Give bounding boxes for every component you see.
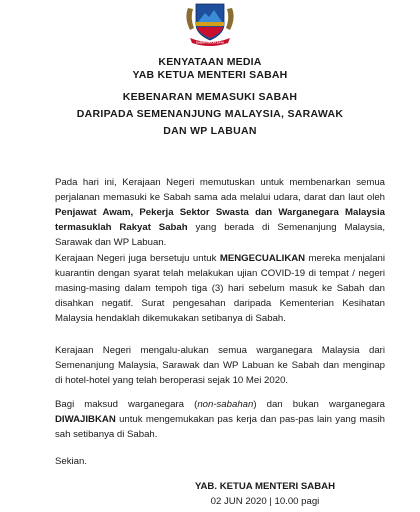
title-line-2: DARIPADA SEMENANJUNG MALAYSIA, SARAWAK bbox=[76, 108, 344, 120]
p4-bold-required: DIWAJIBKAN bbox=[55, 414, 116, 425]
p1-text-a: Pada hari ini, Kerajaan Negeri memutuskan untuk membenarkan semua perjalanan memasuki ke Sabah sama ada melalui udara, darat dan laut oleh bbox=[55, 177, 385, 203]
p2-text-c: mereka menjalani kuarantin dengan syarat telah melakukan ujian COVID-19 di tempat / negeri masing-masing dalam tempoh tiga (3) hari sebelum masuk ke Sabah dan disahkan negatif. Surat pengesahan daripada Kementerian Kesihatan Malaysia hendaklah dikemukakan setibanya di Sabah. bbox=[55, 253, 385, 324]
p4-italic-term: non-sabahan bbox=[197, 399, 254, 410]
p4-text-e: untuk mengemukakan pas kerja dan pas-pas lain yang masih sah setibanya di Sabah. bbox=[55, 414, 385, 440]
p4-text-a: Bagi maksud warganegara ( bbox=[55, 399, 198, 410]
paragraph-welcome: Kerajaan Negeri mengalu-alukan semua warganegara Malaysia dari Semenanjung Malaysia, Sarawak dan WP Labuan ke Sabah dan menginap di hotel-hotel yang telah beroperasi sejak 10 Mei 2020. bbox=[55, 345, 385, 386]
title-line-1: KEBENARAN MEMASUKI SABAH bbox=[122, 91, 298, 103]
p1-text-c: yang berada di Semenanjung Malaysia, Sarawak dan WP Labuan. bbox=[55, 222, 385, 248]
paragraph-quarantine-exemption bbox=[55, 251, 385, 326]
paragraph-non-citizens bbox=[55, 397, 385, 442]
paragraph-closing: Sekian. bbox=[55, 456, 87, 467]
p4-text-c: ) dan bukan warganegara bbox=[253, 399, 385, 410]
sabah-coat-of-arms-icon bbox=[178, 0, 242, 46]
p2-bold-exempt: MENGECUALIKAN bbox=[219, 253, 306, 264]
signatory-title: YAB. KETUA MENTERI SABAH bbox=[194, 481, 335, 492]
issuer-office: YAB KETUA MENTERI SABAH bbox=[132, 69, 288, 81]
p1-bold-groups: Penjawat Awam, Pekerja Sektor Swasta dan Warganegara Malaysia termasuklah Rakyat Sabah bbox=[55, 207, 385, 233]
title-line-3: DAN WP LABUAN bbox=[163, 125, 257, 137]
p2-text-a: Kerajaan Negeri juga bersetuju untuk bbox=[55, 253, 220, 264]
crest-banner-text: SABAH MAJU JAYA bbox=[195, 40, 225, 45]
paragraph-travel-permission bbox=[55, 175, 385, 250]
press-release-label: KENYATAAN MEDIA bbox=[158, 56, 262, 68]
issue-datetime: 02 JUN 2020 | 10.00 pagi bbox=[210, 496, 320, 507]
